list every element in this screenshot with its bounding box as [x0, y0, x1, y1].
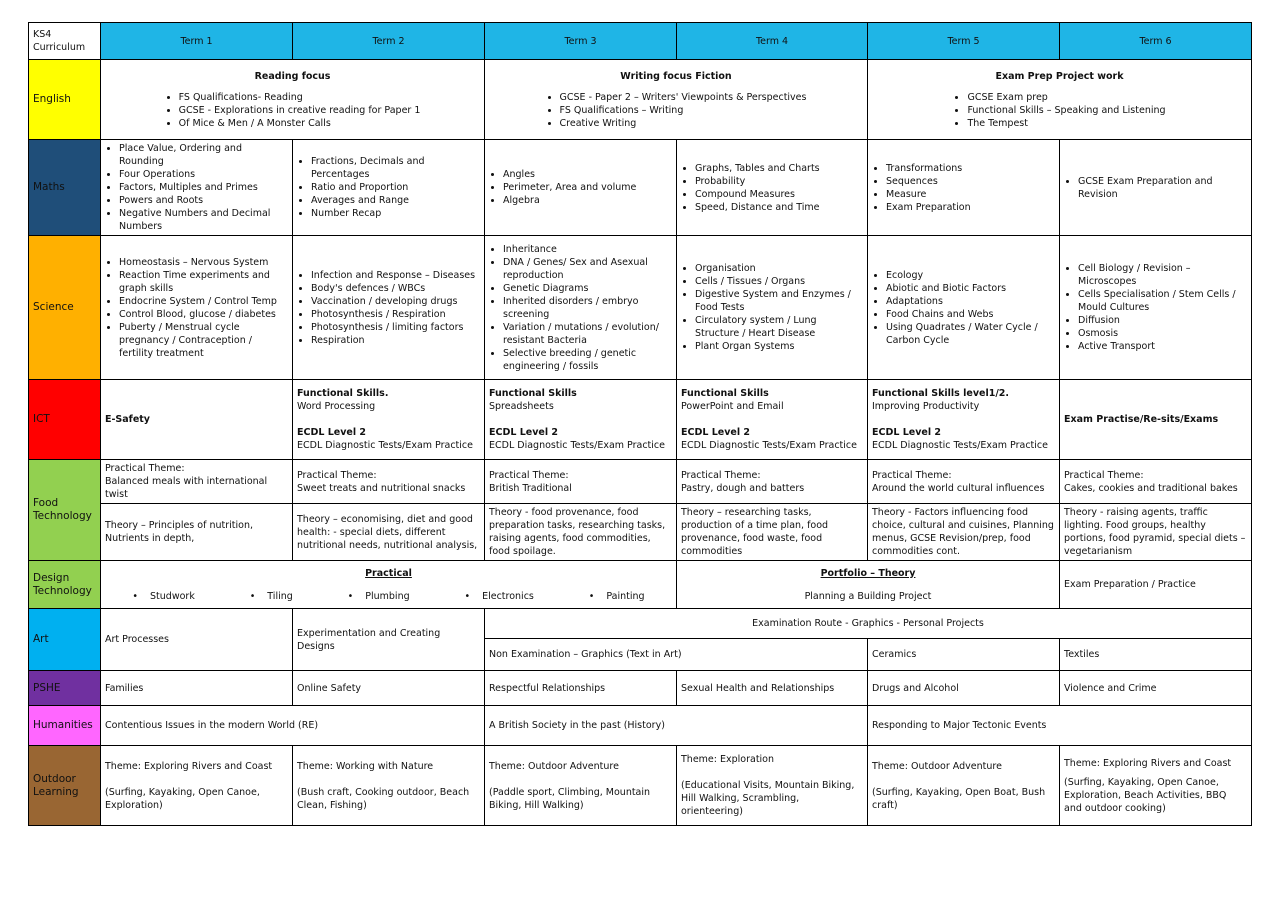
ict-sub: PowerPoint and Email	[681, 401, 784, 412]
maths-list	[489, 168, 672, 207]
list-item: • Genetic Diagrams	[503, 282, 672, 295]
food-practical-label: Practical Theme:	[489, 469, 569, 481]
list-item: • Perimeter, Area and volume	[503, 181, 672, 194]
ict-term-2	[293, 380, 485, 460]
english-block-exam	[868, 60, 1252, 140]
list-item: • Four Operations	[119, 168, 288, 181]
food-practical-1	[101, 460, 293, 504]
list-item: • GCSE - Explorations in creative reading for Paper 1	[179, 104, 421, 117]
maths-term-3	[485, 140, 677, 236]
list-item: • Plumbing	[348, 590, 410, 603]
ict-term-3	[485, 380, 677, 460]
science-term-1	[101, 236, 293, 380]
ict-sub: Spreadsheets	[489, 401, 554, 412]
list-item: • Organisation	[695, 262, 863, 275]
list-item: • Factors, Multiples and Primes	[119, 181, 288, 194]
list-item: • Plant Organ Systems	[695, 340, 863, 353]
science-list	[297, 269, 480, 347]
outdoor-theme: Theme: Exploring Rivers and Coast	[1064, 757, 1232, 769]
list-item: • Homeostasis – Nervous System	[119, 256, 288, 269]
food-practical-2	[293, 460, 485, 504]
design-portfolio-sub: Planning a Building Project	[804, 590, 932, 602]
outdoor-detail: (Surfing, Kayaking, Open Boat, Bush craft)	[872, 786, 1046, 811]
art-term-6: Textiles	[1060, 639, 1252, 671]
subject-pshe: PSHE	[29, 671, 101, 706]
design-row	[29, 561, 1252, 609]
list-item: • Functional Skills – Speaking and Listening	[967, 104, 1165, 117]
humanities-block-3: Responding to Major Tectonic Events	[868, 706, 1252, 746]
food-practical-theme: British Traditional	[489, 482, 572, 494]
food-practical-6	[1060, 460, 1252, 504]
list-item: • Studwork	[132, 590, 194, 603]
ict-term-4	[677, 380, 868, 460]
term-header-6: Term 6	[1060, 23, 1252, 60]
science-list	[489, 243, 672, 373]
english-block-reading	[101, 60, 485, 140]
list-item: • Digestive System and Enzymes / Food Tests	[695, 288, 863, 314]
list-item: • Tiling	[250, 590, 293, 603]
science-row	[29, 236, 1252, 380]
subject-food: Food Technology	[29, 460, 101, 561]
outdoor-theme: Theme: Outdoor Adventure	[872, 760, 1002, 772]
ict-level: ECDL Level 2	[681, 427, 751, 438]
list-item: • Using Quadrates / Water Cycle / Carbon Cycle	[886, 321, 1055, 347]
humanities-block-1: Contentious Issues in the modern World (RE)	[101, 706, 485, 746]
ict-tests: ECDL Diagnostic Tests/Exam Practice	[681, 440, 857, 451]
outdoor-row	[29, 746, 1252, 826]
science-list	[105, 256, 288, 360]
pshe-term-3: Respectful Relationships	[485, 671, 677, 706]
ict-sub: Word Processing	[297, 401, 376, 412]
food-practical-3	[485, 460, 677, 504]
curriculum-table	[28, 22, 1252, 826]
food-theory-3: Theory - food provenance, food preparation tasks, researching tasks, raising agents, food commodities, food spoilage.	[485, 504, 677, 561]
maths-list	[872, 162, 1055, 214]
list-item: • Osmosis	[1078, 327, 1247, 340]
english-list	[546, 91, 807, 130]
food-practical-theme: Balanced meals with international twist	[105, 476, 268, 500]
list-item: • Adaptations	[886, 295, 1055, 308]
pshe-term-2: Online Safety	[293, 671, 485, 706]
pshe-term-6: Violence and Crime	[1060, 671, 1252, 706]
list-item: • Vaccination / developing drugs	[311, 295, 480, 308]
english-block-writing	[485, 60, 868, 140]
list-item: • Powers and Roots	[119, 194, 288, 207]
list-item: • Ratio and Proportion	[311, 181, 480, 194]
food-theory-2: Theory – economising, diet and good health: - special diets, different nutritional needs, nutritional analysis,	[293, 504, 485, 561]
list-item: • Compound Measures	[695, 188, 863, 201]
list-item: • DNA / Genes/ Sex and Asexual reproduction	[503, 256, 672, 282]
ict-level: ECDL Level 2	[872, 427, 942, 438]
design-practical-list	[105, 590, 672, 603]
list-item: • Painting	[589, 590, 645, 603]
food-practical-5	[868, 460, 1060, 504]
maths-term-6	[1060, 140, 1252, 236]
outdoor-detail: (Bush craft, Cooking outdoor, Beach Clean, Fishing)	[297, 786, 470, 811]
ict-head: Functional Skills	[489, 388, 577, 399]
term-header-3: Term 3	[485, 23, 677, 60]
food-theory-5: Theory - Factors influencing food choice, cultural and cuisines, Planning menus, GCSE Revision/prep, food commodities cont.	[868, 504, 1060, 561]
list-item: • Circulatory system / Lung Structure / Heart Disease	[695, 314, 863, 340]
science-list	[872, 269, 1055, 347]
list-item: • Cells / Tissues / Organs	[695, 275, 863, 288]
food-practical-label: Practical Theme:	[872, 469, 952, 481]
term-header-1: Term 1	[101, 23, 293, 60]
list-item: • Ecology	[886, 269, 1055, 282]
maths-term-1	[101, 140, 293, 236]
design-portfolio	[677, 561, 1060, 609]
design-portfolio-title: Portfolio – Theory	[820, 567, 916, 579]
subject-science: Science	[29, 236, 101, 380]
subject-art: Art	[29, 609, 101, 671]
science-term-2	[293, 236, 485, 380]
list-item: • Selective breeding / genetic engineering / fossils	[503, 347, 672, 373]
header-row	[29, 23, 1252, 60]
english-focus: Reading focus	[254, 70, 331, 82]
maths-list	[681, 162, 863, 214]
list-item: • Number Recap	[311, 207, 480, 220]
english-row	[29, 60, 1252, 140]
food-practical-theme: Sweet treats and nutritional snacks	[297, 482, 466, 494]
term-header-4: Term 4	[677, 23, 868, 60]
list-item: • Sequences	[886, 175, 1055, 188]
ict-term-5	[868, 380, 1060, 460]
food-practical-theme: Cakes, cookies and traditional bakes	[1064, 482, 1238, 494]
science-term-3	[485, 236, 677, 380]
list-item: • Endocrine System / Control Temp	[119, 295, 288, 308]
maths-list	[297, 155, 480, 220]
outdoor-theme: Theme: Exploring Rivers and Coast	[105, 760, 273, 772]
list-item: • Cell Biology / Revision – Microscopes	[1078, 262, 1247, 288]
ict-level: ECDL Level 2	[489, 427, 559, 438]
outdoor-detail: (Educational Visits, Mountain Biking, Hill Walking, Scrambling, orienteering)	[681, 780, 855, 817]
art-term-2: Experimentation and Creating Designs	[293, 609, 485, 671]
list-item: • Food Chains and Webs	[886, 308, 1055, 321]
maths-term-2	[293, 140, 485, 236]
list-item: • FS Qualifications- Reading	[179, 91, 421, 104]
list-item: • Photosynthesis / limiting factors	[311, 321, 480, 334]
art-term-5: Ceramics	[868, 639, 1060, 671]
art-exam-route: Examination Route - Graphics - Personal Projects	[485, 609, 1252, 639]
ict-row	[29, 380, 1252, 460]
humanities-row	[29, 706, 1252, 746]
list-item: • Respiration	[311, 334, 480, 347]
ict-tests: ECDL Diagnostic Tests/Exam Practice	[489, 440, 665, 451]
pshe-term-5: Drugs and Alcohol	[868, 671, 1060, 706]
list-item: • The Tempest	[967, 117, 1165, 130]
list-item: • Puberty / Menstrual cycle pregnancy / Contraception / fertility treatment	[119, 321, 288, 360]
outdoor-term-5	[868, 746, 1060, 826]
list-item: • Graphs, Tables and Charts	[695, 162, 863, 175]
english-focus: Writing focus Fiction	[620, 70, 732, 82]
list-item: • Active Transport	[1078, 340, 1247, 353]
subject-maths: Maths	[29, 140, 101, 236]
food-practical-row	[29, 460, 1252, 504]
science-term-6	[1060, 236, 1252, 380]
list-item: • GCSE Exam prep	[967, 91, 1165, 104]
outdoor-term-4	[677, 746, 868, 826]
english-list	[165, 91, 421, 130]
design-practical	[101, 561, 677, 609]
food-theory-4: Theory – researching tasks, production of a time plan, food provenance, food waste, food commodities	[677, 504, 868, 561]
outdoor-theme: Theme: Working with Nature	[297, 760, 434, 772]
science-list	[681, 262, 863, 353]
list-item: • Exam Preparation	[886, 201, 1055, 214]
list-item: • Angles	[503, 168, 672, 181]
art-row-top	[29, 609, 1252, 639]
food-practical-label: Practical Theme:	[297, 469, 377, 481]
ict-sub: Improving Productivity	[872, 401, 980, 412]
ict-term-1: E-Safety	[101, 380, 293, 460]
list-item: • Reaction Time experiments and graph skills	[119, 269, 288, 295]
science-list	[1064, 262, 1247, 353]
pshe-row	[29, 671, 1252, 706]
list-item: • Algebra	[503, 194, 672, 207]
english-focus: Exam Prep Project work	[995, 70, 1124, 82]
list-item: • Photosynthesis / Respiration	[311, 308, 480, 321]
subject-humanities: Humanities	[29, 706, 101, 746]
list-item: • Transformations	[886, 162, 1055, 175]
art-term-1: Art Processes	[101, 609, 293, 671]
ict-tests: ECDL Diagnostic Tests/Exam Practice	[872, 440, 1048, 451]
science-term-5	[868, 236, 1060, 380]
list-item: • Control Blood, glucose / diabetes	[119, 308, 288, 321]
list-item: • Infection and Response – Diseases	[311, 269, 480, 282]
list-item: • Electronics	[464, 590, 533, 603]
list-item: • Of Mice & Men / A Monster Calls	[179, 117, 421, 130]
term-header-5: Term 5	[868, 23, 1060, 60]
food-practical-label: Practical Theme:	[681, 469, 761, 481]
term-header-2: Term 2	[293, 23, 485, 60]
art-non-exam: Non Examination – Graphics (Text in Art)	[485, 639, 868, 671]
science-term-4	[677, 236, 868, 380]
food-theory-6: Theory - raising agents, traffic lighting. Food groups, healthy portions, food pyramid, special diets – vegetarianism	[1060, 504, 1252, 561]
list-item: • GCSE Exam Preparation and Revision	[1078, 175, 1247, 201]
list-item: • Inherited disorders / embryo screening	[503, 295, 672, 321]
ict-head: Functional Skills level1/2.	[872, 388, 1010, 399]
subject-ict: ICT	[29, 380, 101, 460]
list-item: • Cells Specialisation / Stem Cells / Mould Cultures	[1078, 288, 1247, 314]
corner-cell: KS4 Curriculum	[29, 23, 101, 60]
maths-list	[105, 142, 288, 233]
ict-head: Functional Skills.	[297, 388, 389, 399]
maths-term-5	[868, 140, 1060, 236]
outdoor-term-1	[101, 746, 293, 826]
list-item: • Probability	[695, 175, 863, 188]
maths-list	[1064, 175, 1247, 201]
list-item: • Negative Numbers and Decimal Numbers	[119, 207, 288, 233]
ict-tests: ECDL Diagnostic Tests/Exam Practice	[297, 440, 473, 451]
list-item: • Fractions, Decimals and Percentages	[311, 155, 480, 181]
design-term-6: Exam Preparation / Practice	[1060, 561, 1252, 609]
list-item: • Abiotic and Biotic Factors	[886, 282, 1055, 295]
humanities-block-2: A British Society in the past (History)	[485, 706, 868, 746]
list-item: • Inheritance	[503, 243, 672, 256]
outdoor-term-6	[1060, 746, 1252, 826]
outdoor-theme: Theme: Exploration	[681, 754, 775, 765]
food-theory-row	[29, 504, 1252, 561]
subject-english: English	[29, 60, 101, 140]
subject-outdoor: Outdoor Learning	[29, 746, 101, 826]
list-item: • Variation / mutations / evolution/ resistant Bacteria	[503, 321, 672, 347]
maths-row	[29, 140, 1252, 236]
list-item: • Measure	[886, 188, 1055, 201]
food-practical-4	[677, 460, 868, 504]
maths-term-4	[677, 140, 868, 236]
outdoor-term-3	[485, 746, 677, 826]
ict-head: Functional Skills	[681, 388, 769, 399]
list-item: • Averages and Range	[311, 194, 480, 207]
ict-term-6: Exam Practise/Re-sits/Exams	[1060, 380, 1252, 460]
outdoor-term-2	[293, 746, 485, 826]
list-item: • Diffusion	[1078, 314, 1247, 327]
outdoor-theme: Theme: Outdoor Adventure	[489, 760, 619, 772]
design-practical-title: Practical	[365, 567, 412, 579]
food-practical-label: Practical Theme:	[1064, 469, 1144, 481]
pshe-term-1: Families	[101, 671, 293, 706]
ict-level: ECDL Level 2	[297, 427, 367, 438]
food-practical-label: Practical Theme:	[105, 463, 185, 474]
list-item: • FS Qualifications – Writing	[560, 104, 807, 117]
outdoor-detail: (Surfing, Kayaking, Open Canoe, Exploration)	[105, 786, 260, 811]
english-list	[953, 91, 1165, 130]
subject-design: Design Technology	[29, 561, 101, 609]
list-item: • Creative Writing	[560, 117, 807, 130]
list-item: • GCSE - Paper 2 – Writers' Viewpoints & Perspectives	[560, 91, 807, 104]
food-practical-theme: Around the world cultural influences	[872, 482, 1045, 494]
list-item: • Body's defences / WBCs	[311, 282, 480, 295]
food-theory-1: Theory – Principles of nutrition, Nutrients in depth,	[101, 504, 293, 561]
outdoor-detail: (Paddle sport, Climbing, Mountain Biking, Hill Walking)	[489, 786, 651, 811]
pshe-term-4: Sexual Health and Relationships	[677, 671, 868, 706]
list-item: • Speed, Distance and Time	[695, 201, 863, 214]
list-item: • Place Value, Ordering and Rounding	[119, 142, 288, 168]
food-practical-theme: Pastry, dough and batters	[681, 482, 805, 494]
outdoor-detail: (Surfing, Kayaking, Open Canoe, Exploration, Beach Activities, BBQ and outdoor cooking)	[1064, 776, 1227, 814]
